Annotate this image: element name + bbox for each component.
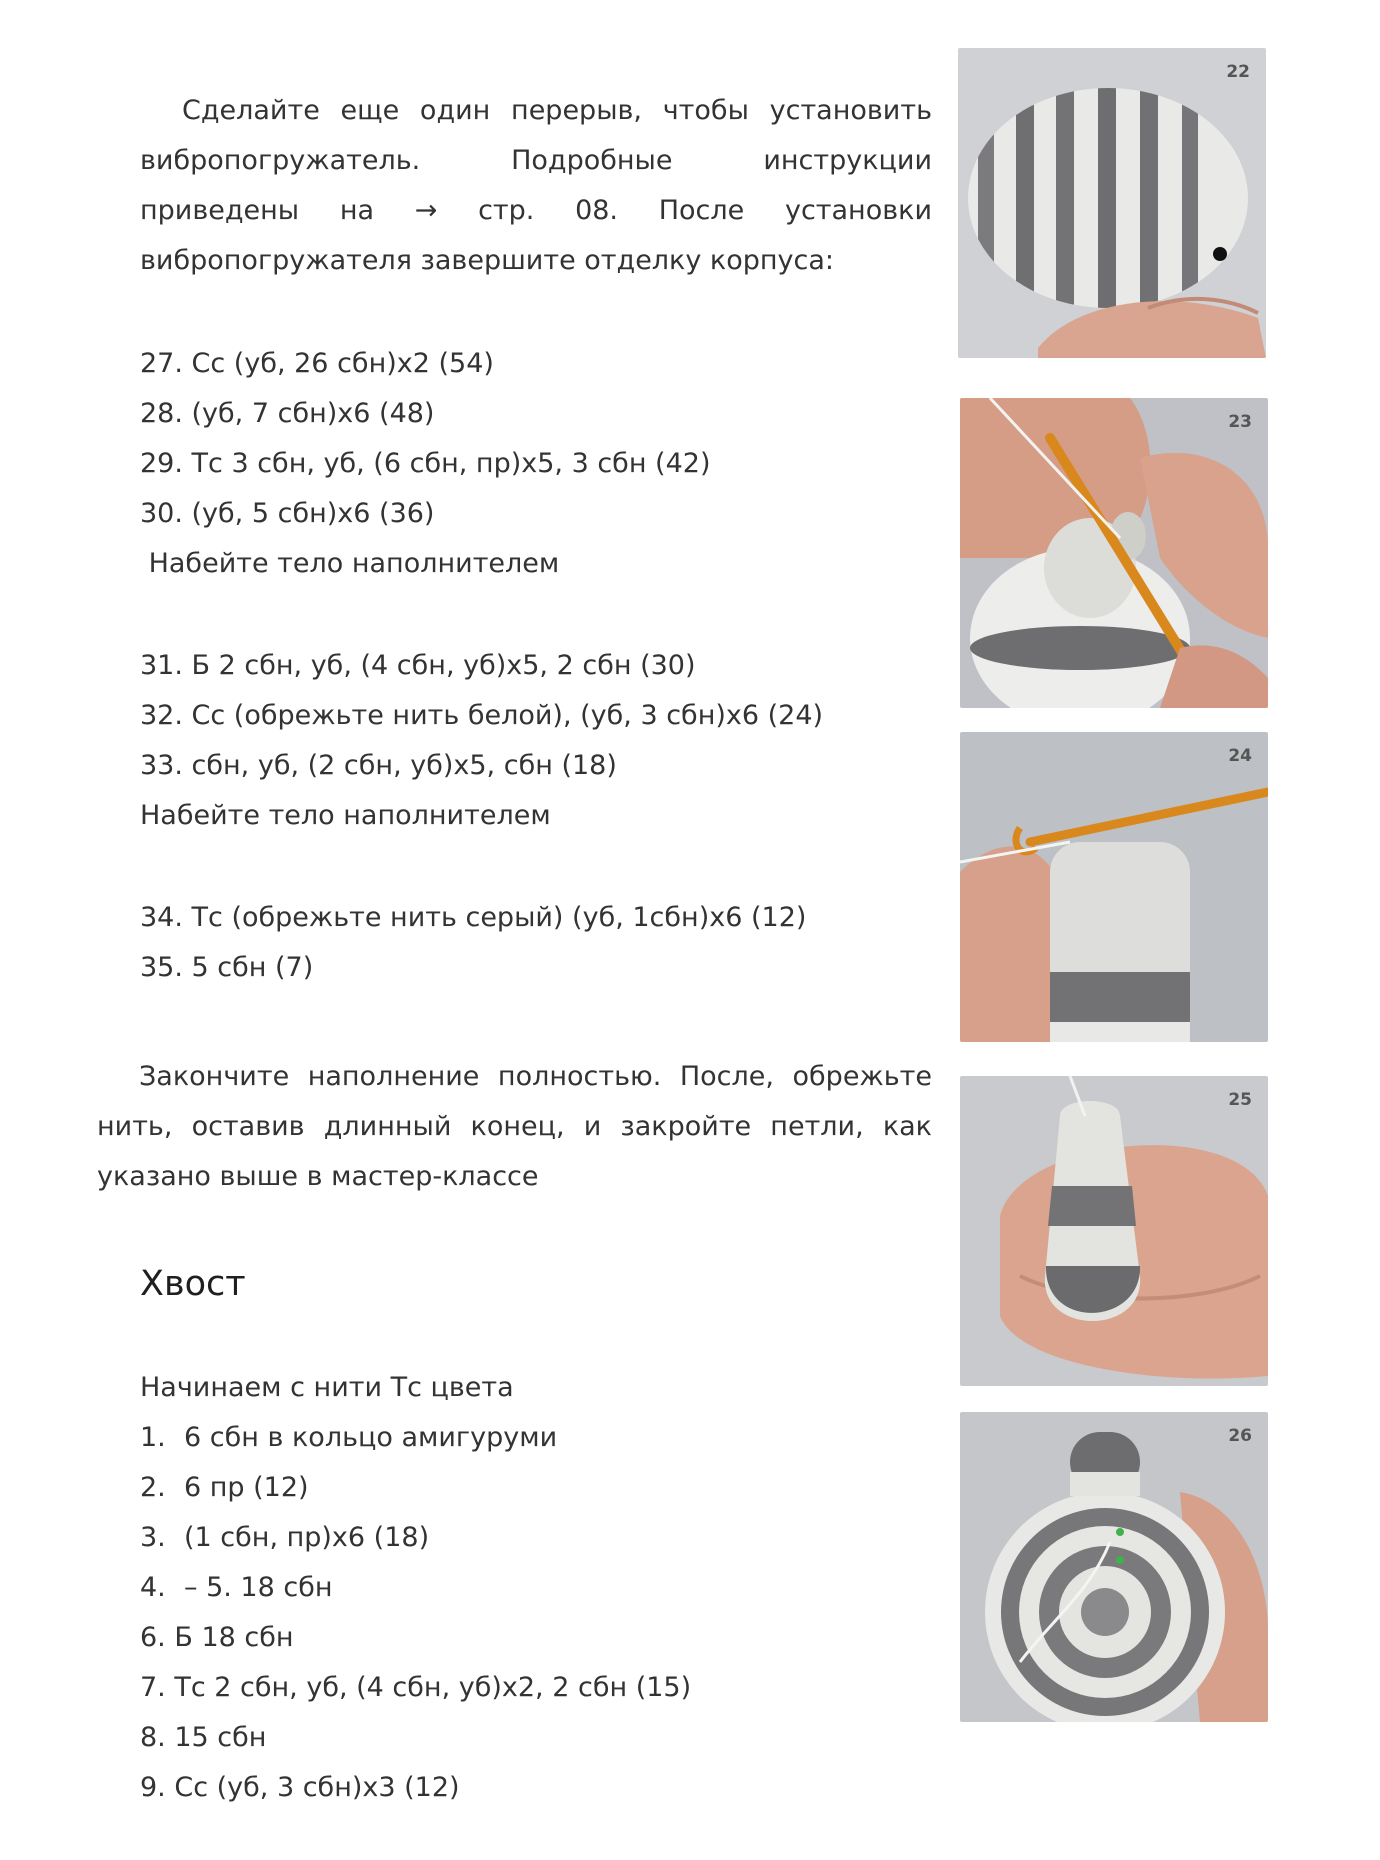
pattern-row: 29. Тс 3 сбн, уб, (6 сбн, пр)х5, 3 сбн (42) — [140, 448, 711, 479]
row-text: 6 сбн в кольцо амигуруми — [184, 1422, 558, 1453]
pattern-row: 30. (уб, 5 сбн)х6 (36) — [140, 498, 435, 529]
photo-number: 24 — [1228, 746, 1252, 766]
finish-paragraph: Закончите наполнение полностью. После, обрежьте нить, оставив длинный конец, и закройте петли, как указано выше в мастер-классе — [97, 1061, 932, 1192]
tail-row: 7. Тс 2 сбн, уб, (4 сбн, уб)х2, 2 сбн (15) — [140, 1672, 692, 1703]
pattern-row: 34. Тс (обрежьте нить серый) (уб, 1сбн)х6 (12) — [140, 902, 807, 933]
stuffing-note: Набейте тело наполнителем — [140, 548, 560, 579]
pattern-row: 27. Сс (уб, 26 сбн)х2 (54) — [140, 348, 494, 379]
tail-row: 9. Сс (уб, 3 сбн)х3 (12) — [140, 1772, 460, 1803]
tail-row — [140, 1570, 333, 1606]
row-number: 3. — [140, 1522, 166, 1553]
row-number: 4. — [140, 1572, 166, 1603]
photo-step-26 — [960, 1412, 1268, 1722]
pattern-row: 32. Сс (обрежьте нить белой), (уб, 3 сбн)х6 (24) — [140, 700, 824, 731]
pattern-row: 28. (уб, 7 сбн)х6 (48) — [140, 398, 435, 429]
photo-step-24 — [960, 732, 1268, 1042]
row-number: 1. — [140, 1422, 166, 1453]
photo-step-23 — [960, 398, 1268, 708]
tail-row — [140, 1470, 309, 1506]
row-text: – 5. 18 сбн — [184, 1572, 333, 1603]
photo-number: 26 — [1228, 1426, 1252, 1446]
section-heading-tail: Хвост — [140, 1264, 246, 1304]
row-text: (1 сбн, пр)х6 (18) — [184, 1522, 430, 1553]
tail-row: 8. 15 сбн — [140, 1722, 267, 1753]
pattern-row: 35. 5 сбн (7) — [140, 952, 314, 983]
intro-paragraph: Сделайте еще один перерыв, чтобы установить вибропогружатель. Подробные инструкции приведены на → стр. 08. После установки вибропогружателя завершите отделку корпуса: — [140, 95, 932, 276]
pattern-row: 31. Б 2 сбн, уб, (4 сбн, уб)х5, 2 сбн (30) — [140, 650, 696, 681]
tail-row — [140, 1420, 557, 1456]
photo-number: 23 — [1228, 412, 1252, 432]
row-number: 2. — [140, 1472, 166, 1503]
photo-number: 25 — [1228, 1090, 1252, 1110]
pattern-row: 33. сбн, уб, (2 сбн, уб)х5, сбн (18) — [140, 750, 617, 781]
photo-step-25 — [960, 1076, 1268, 1386]
photo-step-22 — [958, 48, 1266, 358]
stuffing-note: Набейте тело наполнителем — [140, 800, 551, 831]
row-text: 6 пр (12) — [184, 1472, 309, 1503]
tail-row: 6. Б 18 сбн — [140, 1622, 294, 1653]
tail-intro: Начинаем с нити Тс цвета — [140, 1372, 514, 1403]
tail-row — [140, 1520, 429, 1556]
photo-number: 22 — [1226, 62, 1250, 82]
